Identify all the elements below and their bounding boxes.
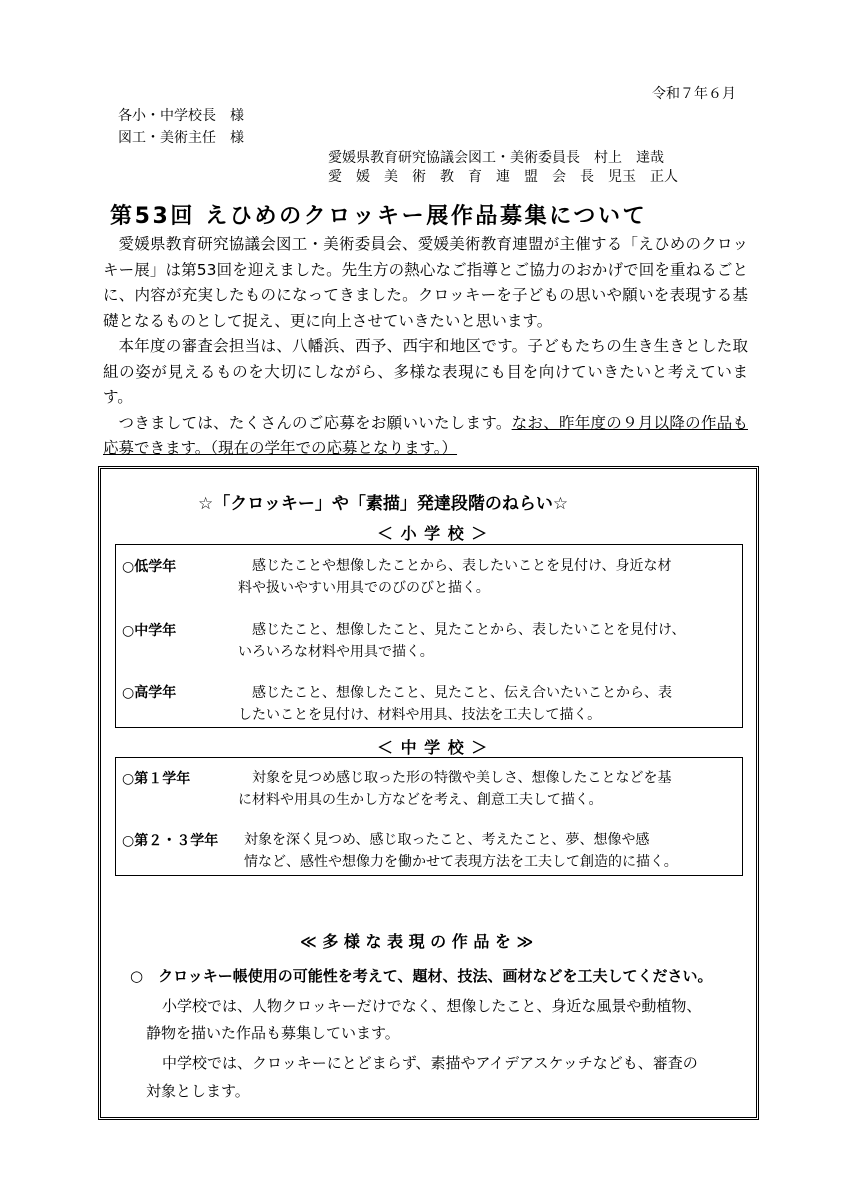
intro-request: つきましては、たくさんのご応募をお願いいたします。 — [118, 413, 512, 432]
junior-grade1-label: ○第１学年 — [122, 771, 191, 787]
elementary-upper-desc: 感じたこと、想像したこと、見たこと、伝え合いたいことから、表 したいことを見付け、材料や用具、技法を工夫して描く。 — [238, 685, 672, 723]
date: 令和７年６月 — [652, 86, 736, 102]
intro-note-underlined: なお、昨年度の９月以降の作品も応募できます。（現在の学年での応募となります。） — [103, 413, 748, 457]
variety-point: ○ クロッキー帳使用の可能性を考えて、題材、技法、画材などを工夫してください。 — [130, 967, 713, 985]
junior-grade23-label: ○第２・３学年 — [122, 833, 219, 849]
page-title: 第53回 えひめのクロッキー展作品募集について — [110, 204, 648, 229]
elementary-lower-label: ○低学年 — [122, 559, 177, 575]
variety-heading: ≪ 多 様 な 表 現 の 作 品 を ≫ — [300, 932, 534, 951]
elementary-lower-desc: 感じたことや想像したことから、表したいことを見付け、身近な材 料や扱いやすい用具でのびのびと描く。 — [238, 558, 672, 596]
junior-grade1-desc: 対象を見つめ感じ取った形の特徴や美しさ、想像したことなどを基 に材料や用具の生かし方などを考え、創意工夫して描く。 — [238, 770, 672, 808]
intro-paragraph-1: 愛媛県教育研究協議会図工・美術委員会、愛媛美術教育連盟が主催する「えひめのクロッキー展」は第53回を迎えました。先生方の熱心なご指導とご協力のおかげで回を重ねるごとに、内容が充実したものになってきました。クロッキーを子どもの思いや願いを表現する基礎となるものとして捉え、更に向上させていきたいと思います。 — [103, 235, 748, 330]
variety-line-4: 対象とします。 — [146, 1082, 250, 1100]
variety-line-3: 中学校では、クロッキーにとどまらず、素描やアイデアスケッチなども、審査の — [162, 1054, 698, 1072]
sender-federation-president: 愛 媛 美 術 教 育 連 盟 会 長 児玉 正人 — [328, 169, 678, 185]
elementary-middle-label: ○中学年 — [122, 623, 177, 639]
aims-heading: ☆「クロッキー」や「素描」発達段階のねらい☆ — [198, 494, 569, 514]
intro-text — [103, 232, 748, 462]
junior-grade23-desc: 対象を深く見つめ、感じ取ったこと、考えたこと、夢、想像や感 情など、感性や想像力を働かせて表現方法を工夫して創造的に描く。 — [244, 832, 678, 870]
junior-heading: ＜ 中 学 校 ＞ — [377, 738, 489, 757]
recipient-art-teachers: 図工・美術主任 様 — [118, 130, 244, 146]
intro-paragraph-3 — [103, 411, 748, 462]
variety-line-2: 静物を描いた作品も募集しています。 — [146, 1024, 400, 1042]
recipient-principals: 各小・中学校長 様 — [118, 108, 244, 124]
intro-paragraph-2: 本年度の審査会担当は、八幡浜、西予、西宇和地区です。子どもたちの生き生きとした取組の姿が見えるものを大切にしながら、多様な表現にも目を向けていきたいと考えています。 — [103, 337, 748, 406]
variety-line-1: 小学校では、人物クロッキーだけでなく、想像したこと、身近な風景や動植物、 — [162, 997, 702, 1015]
sender-committee-chair: 愛媛県教育研究協議会図工・美術委員長 村上 達哉 — [328, 150, 664, 166]
elementary-upper-label: ○高学年 — [122, 685, 177, 701]
elementary-heading: ＜ 小 学 校 ＞ — [377, 524, 489, 543]
elementary-middle-desc: 感じたこと、想像したこと、見たことから、表したいことを見付け、 いろいろな材料や用具で描く。 — [238, 622, 686, 660]
